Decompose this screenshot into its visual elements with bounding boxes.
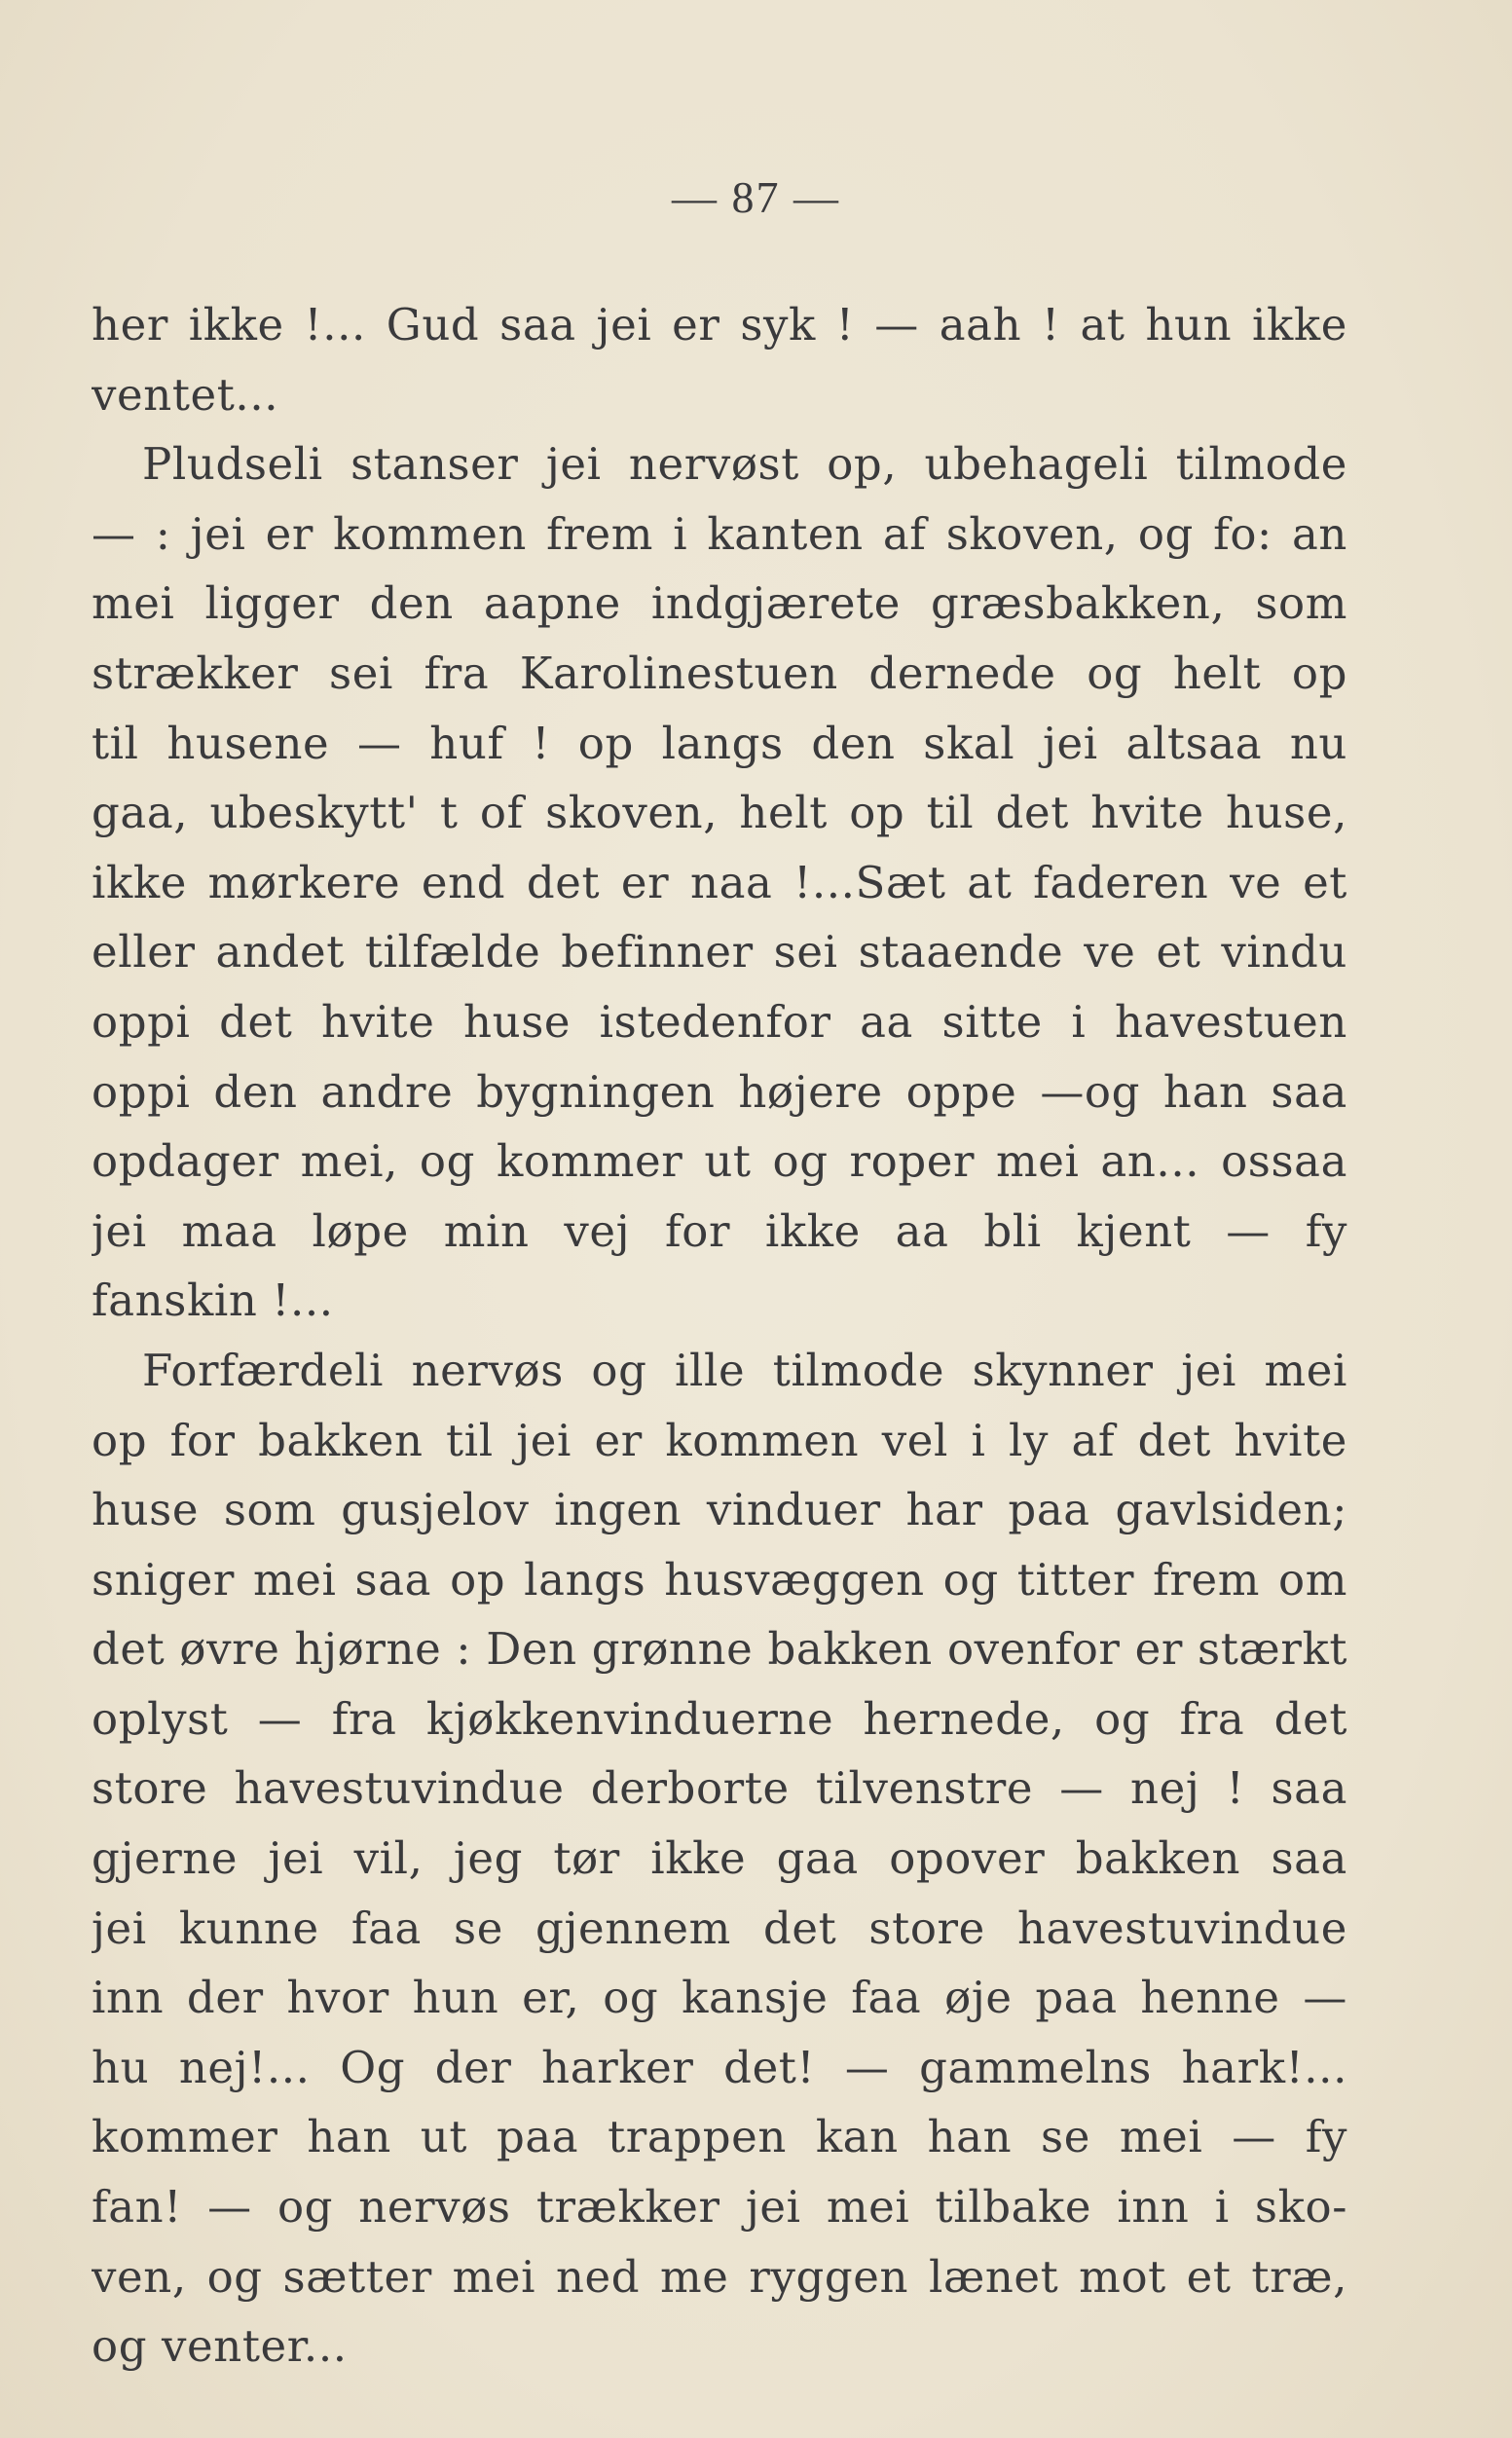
text-line: Forfærdeli nervøs og ille tilmode skynner jei mei — [142, 1344, 1347, 1396]
text-line: fan! — og nervøs trækker jei mei tilbake inn i sko- — [92, 2181, 1347, 2234]
text-line: her ikke !... Gud saa jei er syk ! — aah ! at hun ikke — [92, 299, 1347, 351]
text-line: inn der hvor hun er, og kansje faa øje paa henne — — [92, 1972, 1347, 2024]
text-line: jei maa løpe min vej for ikke aa bli kjent — fy — [92, 1204, 1347, 1257]
text-line: ven, og sætter mei ned me ryggen lænet mot et træ, — [92, 2250, 1347, 2303]
text-line: store havestuvindue derborte tilvenstre — nej ! saa — [92, 1762, 1347, 1815]
text-line: jei kunne faa se gjennem det store havestuvindue — [92, 1902, 1347, 1954]
text-line: oppi det hvite huse istedenfor aa sitte i havestuen — [92, 995, 1347, 1048]
text-line: huse som gusjelov ingen vinduer har paa gavlsiden; — [92, 1484, 1347, 1536]
text-line: strækker sei fra Karolinestuen dernede og helt op — [92, 646, 1347, 699]
text-line: gaa, ubeskytt' t of skoven, helt op til det hvite huse, — [92, 787, 1347, 839]
text-line: sniger mei saa op langs husvæggen og titter frem om — [92, 1553, 1347, 1606]
text-line: ikke mørkere end det er naa !...Sæt at faderen ve et — [92, 856, 1347, 908]
text-line: eller andet tilfælde befinner sei staaende ve et vindu — [92, 926, 1347, 979]
text-line: oplyst — fra kjøkkenvinduerne hernede, og fra det — [92, 1692, 1347, 1745]
text-line: hu nej!... Og der harker det! — gammelns hark!... — [92, 2041, 1347, 2093]
text-line: op for bakken til jei er kommen vel i ly af det hvite — [92, 1414, 1347, 1466]
text-line: gjerne jei vil, jeg tør ikke gaa opover bakken saa — [92, 1832, 1347, 1885]
text-line: — : jei er kommen frem i kanten af skoven, og fo: an — [92, 507, 1347, 560]
text-line: oppi den andre bygningen højere oppe —og han saa — [92, 1065, 1347, 1118]
text-line: kommer han ut paa trappen kan han se mei — fy — [92, 2111, 1347, 2163]
text-line: fanskin !... — [92, 1274, 334, 1327]
text-line: Pludseli stanser jei nervøst op, ubehageli tilmode — [142, 438, 1347, 491]
text-line: mei ligger den aapne indgjærete græsbakken, som — [92, 577, 1347, 630]
page-number: — 87 — — [672, 172, 840, 222]
body-text — [92, 290, 1347, 2382]
text-line: til husene — huf ! op langs den skal jei altsaa nu — [92, 717, 1347, 769]
text-line: ventet... — [92, 368, 279, 421]
text-line: og venter... — [92, 2320, 348, 2373]
text-line: det øvre hjørne : Den grønne bakken ovenfor er stærkt — [92, 1623, 1347, 1676]
text-line: opdager mei, og kommer ut og roper mei an... ossaa — [92, 1135, 1347, 1188]
